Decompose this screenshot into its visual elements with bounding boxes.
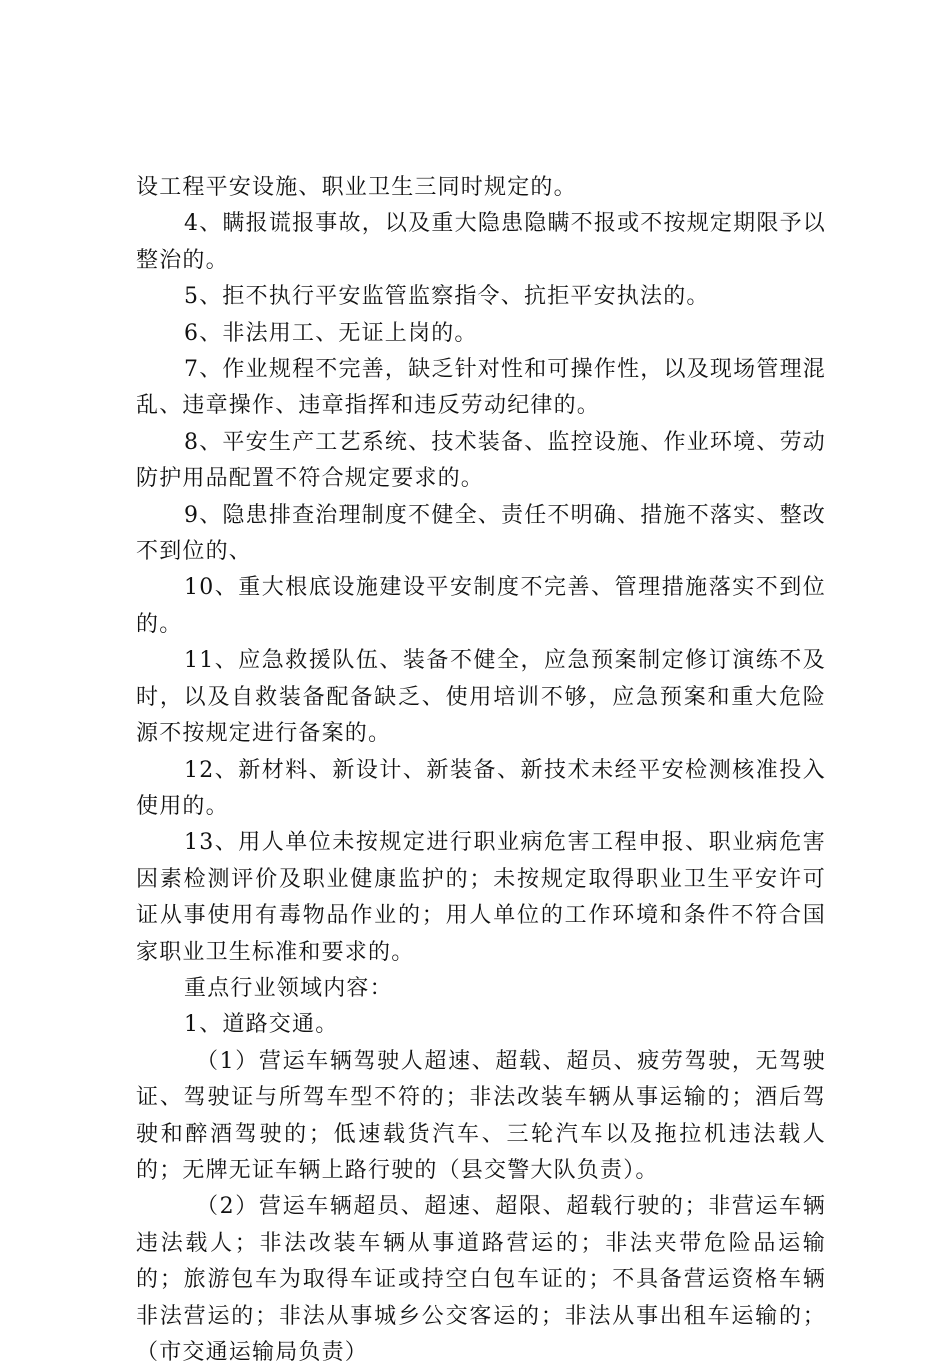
paragraph-continuation: 设工程平安设施、职业卫生三同时规定的。 [136,175,577,200]
paragraph-subitem-2: （2）营运车辆超员、超速、超限、超载行驶的；非营运车辆违法载人；非法改装车辆从事道路营运的；非法夹带危险品运输的；旅游包车为取得车证或持空白包车证的；不具备营运资格车辆非法营运的；非法从事城乡公交客运的；非法从事出租车运输的；（市交通运输局负责） [136,1194,826,1365]
document-body [136,170,826,1371]
section-heading: 重点行业领域内容： [184,975,393,1001]
paragraph-subitem-1: （1）营运车辆驾驶人超速、超载、超员、疲劳驾驶，无驾驶证、驾驶证与所驾车型不符的；非法改装车辆从事运输的；酒后驾驶和醉酒驾驶的；低速载货汽车、三轮汽车以及拖拉机违法载人的；无牌无证车辆上路行驶的（县交警大队负责）。 [136,1048,826,1183]
paragraph-item-4: 4、瞒报谎报事故，以及重大隐患隐瞒不报或不按规定期限予以整治的。 [136,211,826,273]
paragraph-item-6: 6、非法用工、无证上岗的。 [184,320,478,346]
paragraph-item-10: 10、重大根底设施建设平安制度不完善、管理措施落实不到位的。 [136,575,826,637]
paragraph-item-8: 8、平安生产工艺系统、技术装备、监控设施、作业环境、劳动防护用品配置不符合规定要求的。 [136,429,826,492]
paragraph-item-13: 13、用人单位未按规定进行职业病危害工程申报、职业病危害因素检测评价及职业健康监护的；未按规定取得职业卫生平安许可证从事使用有毒物品作业的；用人单位的工作环境和条件不符合国家职业卫生标准和要求的。 [136,830,826,965]
paragraph-item-5: 5、拒不执行平安监管监察指令、抗拒平安执法的。 [184,284,710,310]
paragraph-item-11: 11、应急救援队伍、装备不健全，应急预案制定修订演练不及时，以及自救装备配备缺乏、使用培训不够，应急预案和重大危险源不按规定进行备案的。 [136,648,826,747]
subsection-heading: 1、道路交通。 [184,1012,339,1038]
paragraph-item-12: 12、新材料、新设计、新装备、新技术未经平安检测核准投入使用的。 [136,757,826,819]
paragraph-item-9: 9、隐患排查治理制度不健全、责任不明确、措施不落实、整改不到位的、 [136,502,826,565]
paragraph-item-7: 7、作业规程不完善，缺乏针对性和可操作性，以及现场管理混乱、违章操作、违章指挥和违反劳动纪律的。 [136,357,826,419]
